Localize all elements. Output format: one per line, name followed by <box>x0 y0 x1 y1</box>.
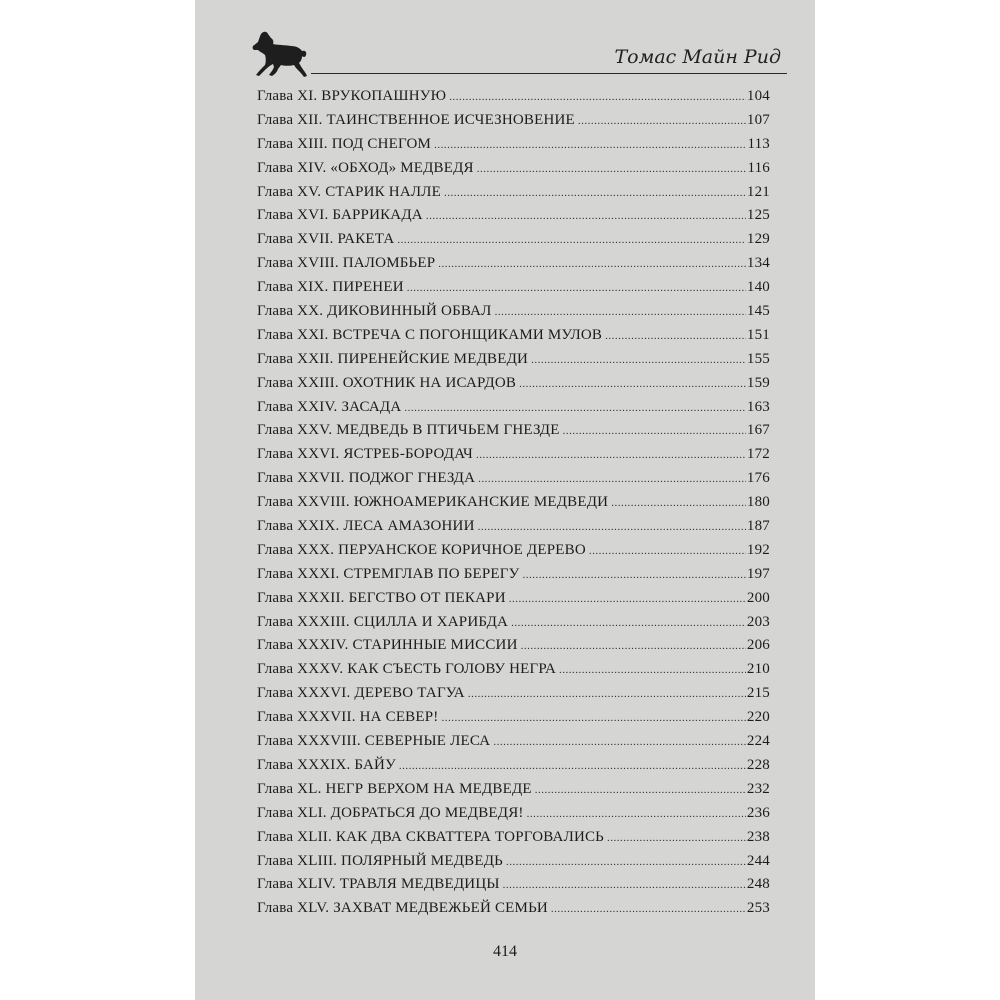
chapter-page-number: 104 <box>746 88 770 104</box>
chapter-page-number: 155 <box>746 350 770 367</box>
chapter-title: Глава XXXVII. НА СЕВЕР! <box>257 709 439 726</box>
author-name: Томас Майн Рид <box>614 46 781 68</box>
toc-entry <box>257 733 770 757</box>
toc-entry <box>257 637 770 661</box>
toc-entry <box>257 829 770 853</box>
chapter-title: Глава XXVIII. ЮЖНОАМЕРИКАНСКИЕ МЕДВЕДИ <box>257 494 609 511</box>
toc-entry <box>257 518 770 542</box>
toc-entry <box>257 470 770 494</box>
chapter-title: Глава XXXIX. БАЙУ <box>257 756 396 773</box>
toc-entry <box>257 255 770 279</box>
toc-entry <box>257 590 770 614</box>
page-number: 414 <box>493 943 517 960</box>
toc-entry <box>257 184 770 208</box>
toc-entry <box>257 375 770 399</box>
chapter-page-number: 224 <box>746 733 770 750</box>
toc-entry <box>257 685 770 709</box>
running-header <box>247 24 787 80</box>
chapter-page-number: 248 <box>746 876 770 893</box>
dot-leader <box>444 187 746 199</box>
chapter-title: Глава XXXVI. ДЕРЕВО ТАГУА <box>257 685 465 702</box>
chapter-title: Глава XXXV. КАК СЪЕСТЬ ГОЛОВУ НЕГРА <box>257 661 557 678</box>
chapter-title: Глава XXVII. ПОДЖОГ ГНЕЗДА <box>257 470 476 487</box>
dot-leader <box>397 234 745 246</box>
chapter-page-number: 163 <box>746 398 770 415</box>
dot-leader <box>478 473 746 485</box>
dot-leader <box>407 282 746 294</box>
header-rule <box>311 73 787 74</box>
chapter-page-number: 140 <box>746 279 770 296</box>
dot-leader <box>477 163 747 175</box>
chapter-title: Глава XLII. КАК ДВА СКВАТТЕРА ТОРГОВАЛИСЬ <box>257 828 604 845</box>
chapter-page-number: 238 <box>746 828 770 845</box>
chapter-page-number: 197 <box>746 565 770 582</box>
chapter-page-number: 134 <box>746 255 770 272</box>
chapter-title: Глава XVI. БАРРИКАДА <box>257 207 423 224</box>
chapter-page-number: 228 <box>746 756 770 773</box>
chapter-title: Глава XXIX. ЛЕСА АМАЗОНИИ <box>257 518 475 535</box>
chapter-title: Глава XXXIV. СТАРИННЫЕ МИССИИ <box>257 637 518 654</box>
chapter-title: Глава XXXVIII. СЕВЕРНЫЕ ЛЕСА <box>257 733 491 750</box>
chapter-page-number: 203 <box>746 613 770 630</box>
toc-entry <box>257 876 770 900</box>
chapter-page-number: 125 <box>746 207 770 224</box>
dot-leader <box>605 330 746 342</box>
dot-leader <box>578 115 746 127</box>
dot-leader <box>506 856 746 868</box>
chapter-title: Глава XVII. РАКЕТА <box>257 231 395 248</box>
dot-leader <box>426 210 746 222</box>
toc-entry <box>257 853 770 877</box>
table-of-contents <box>257 88 770 924</box>
toc-entry <box>257 422 770 446</box>
chapter-page-number: 113 <box>747 135 770 152</box>
toc-entry <box>257 303 770 327</box>
chapter-page-number: 253 <box>746 900 770 917</box>
chapter-page-number: 167 <box>746 422 770 439</box>
chapter-title: Глава XI. ВРУКОПАШНУЮ <box>257 88 447 104</box>
chapter-title: Глава XXVI. ЯСТРЕБ-БОРОДАЧ <box>257 446 473 463</box>
chapter-page-number: 200 <box>746 589 770 606</box>
toc-entry <box>257 279 770 303</box>
dot-leader <box>531 354 746 366</box>
toc-entry <box>257 351 770 375</box>
toc-entry <box>257 709 770 733</box>
dot-leader <box>589 545 746 557</box>
chapter-page-number: 176 <box>746 470 770 487</box>
chapter-title: Глава XXI. ВСТРЕЧА С ПОГОНЩИКАМИ МУЛОВ <box>257 326 603 343</box>
toc-entry <box>257 231 770 255</box>
dot-leader <box>476 449 746 461</box>
chapter-title: Глава XXIII. ОХОТНИК НА ИСАРДОВ <box>257 374 517 391</box>
dot-leader <box>399 760 746 772</box>
chapter-title: Глава XXXI. СТРЕМГЛАВ ПО БЕРЕГУ <box>257 565 520 582</box>
chapter-page-number: 180 <box>746 494 770 511</box>
dot-leader <box>521 640 746 652</box>
toc-entry <box>257 207 770 231</box>
dot-leader <box>434 139 746 151</box>
chapter-page-number: 210 <box>746 661 770 678</box>
dot-leader <box>563 425 746 437</box>
chapter-page-number: 220 <box>746 709 770 726</box>
chapter-page-number: 244 <box>746 852 770 869</box>
dot-leader <box>551 903 746 915</box>
dot-leader <box>442 712 746 724</box>
toc-entry <box>257 542 770 566</box>
chapter-title: Глава XV. СТАРИК НАЛЛЕ <box>257 183 441 200</box>
chapter-page-number: 129 <box>746 231 770 248</box>
dot-leader <box>495 306 746 318</box>
dot-leader <box>511 617 746 629</box>
dot-leader <box>519 378 746 390</box>
chapter-page-number: 206 <box>746 637 770 654</box>
chapter-page-number: 121 <box>746 183 770 200</box>
chapter-title: Глава XX. ДИКОВИННЫЙ ОБВАЛ <box>257 303 492 320</box>
chapter-page-number: 215 <box>746 685 770 702</box>
dot-leader <box>522 569 745 581</box>
chapter-title: Глава XL. НЕГР ВЕРХОМ НА МЕДВЕДЕ <box>257 780 532 797</box>
dot-leader <box>449 91 746 103</box>
chapter-page-number: 116 <box>747 159 770 176</box>
dot-leader <box>438 258 746 270</box>
toc-entry <box>257 614 770 638</box>
chapter-title: Глава XXX. ПЕРУАНСКОЕ КОРИЧНОЕ ДЕРЕВО <box>257 541 586 558</box>
toc-entry <box>257 88 770 112</box>
dot-leader <box>607 832 746 844</box>
toc-entry <box>257 399 770 423</box>
dot-leader <box>611 497 746 509</box>
chapter-title: Глава XXXII. БЕГСТВО ОТ ПЕКАРИ <box>257 589 506 606</box>
toc-entry <box>257 494 770 518</box>
chapter-page-number: 192 <box>746 541 770 558</box>
toc-entry <box>257 136 770 160</box>
toc-entry <box>257 757 770 781</box>
chapter-title: Глава XXIV. ЗАСАДА <box>257 398 402 415</box>
chapter-title: Глава XVIII. ПАЛОМБЬЕР <box>257 255 436 272</box>
chapter-title: Глава XXXIII. СЦИЛЛА И ХАРИБДА <box>257 613 509 630</box>
toc-entry <box>257 112 770 136</box>
chapter-title: Глава XLI. ДОБРАТЬСЯ ДО МЕДВЕДЯ! <box>257 804 524 821</box>
toc-entry <box>257 446 770 470</box>
dot-leader <box>527 808 746 820</box>
toc-entry <box>257 661 770 685</box>
dot-leader <box>535 784 746 796</box>
horse-icon <box>247 30 309 78</box>
chapter-page-number: 159 <box>746 374 770 391</box>
toc-entry <box>257 327 770 351</box>
dot-leader <box>478 521 746 533</box>
chapter-page-number: 232 <box>746 780 770 797</box>
chapter-title: Глава XLIII. ПОЛЯРНЫЙ МЕДВЕДЬ <box>257 852 503 869</box>
chapter-page-number: 145 <box>746 303 770 320</box>
chapter-page-number: 187 <box>746 518 770 535</box>
chapter-title: Глава XLIV. ТРАВЛЯ МЕДВЕДИЦЫ <box>257 876 500 893</box>
toc-entry <box>257 160 770 184</box>
chapter-page-number: 172 <box>746 446 770 463</box>
dot-leader <box>509 593 746 605</box>
dot-leader <box>468 688 746 700</box>
toc-entry <box>257 900 770 924</box>
chapter-title: Глава XXII. ПИРЕНЕЙСКИЕ МЕДВЕДИ <box>257 350 529 367</box>
chapter-title: Глава XII. ТАИНСТВЕННОЕ ИСЧЕЗНОВЕНИЕ <box>257 111 575 128</box>
chapter-title: Глава XIII. ПОД СНЕГОМ <box>257 135 432 152</box>
chapter-title: Глава XLV. ЗАХВАТ МЕДВЕЖЬЕЙ СЕМЬИ <box>257 900 548 917</box>
chapter-title: Глава XIV. «ОБХОД» МЕДВЕДЯ <box>257 159 474 176</box>
dot-leader <box>559 664 746 676</box>
toc-entry <box>257 805 770 829</box>
chapter-title: Глава XXV. МЕДВЕДЬ В ПТИЧЬЕМ ГНЕЗДЕ <box>257 422 560 439</box>
dot-leader <box>404 402 745 414</box>
toc-entry <box>257 566 770 590</box>
book-page <box>195 0 815 1000</box>
chapter-page-number: 151 <box>746 326 770 343</box>
chapter-title: Глава XIX. ПИРЕНЕИ <box>257 279 404 296</box>
chapter-page-number: 107 <box>746 111 770 128</box>
dot-leader <box>493 736 746 748</box>
chapter-page-number: 236 <box>746 804 770 821</box>
dot-leader <box>503 879 746 891</box>
toc-entry <box>257 781 770 805</box>
